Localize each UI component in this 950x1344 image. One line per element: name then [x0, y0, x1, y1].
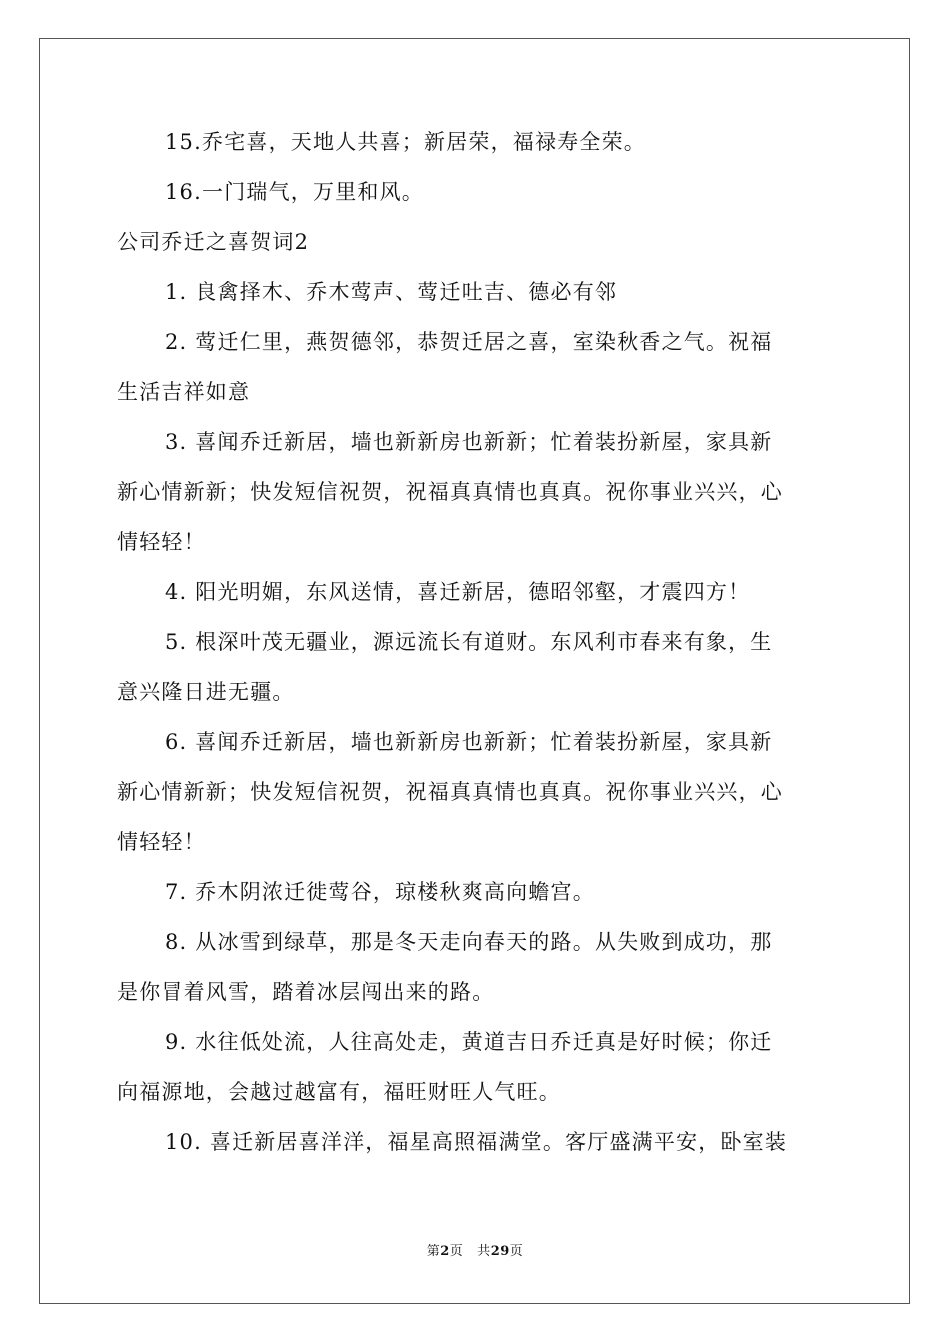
text-line: 2. 莺迁仁里，燕贺德邻，恭贺迁居之喜，室染秋香之气。祝福: [165, 330, 773, 354]
text-line: 生活吉祥如意: [117, 380, 251, 404]
section-heading: 公司乔迁之喜贺词2: [117, 230, 310, 254]
text-line: 15.乔宅喜，天地人共喜；新居荣，福禄寿全荣。: [165, 130, 646, 154]
text-line: 16.一门瑞气，万里和风。: [165, 180, 424, 204]
text-line: 6. 喜闻乔迁新居，墙也新新房也新新；忙着装扮新屋，家具新: [165, 730, 773, 754]
page-number: 2: [440, 1244, 450, 1259]
page-prefix: 第: [426, 1244, 441, 1259]
page-footer: [0, 1243, 950, 1261]
text-line: 向福源地，会越过越富有，福旺财旺人气旺。: [117, 1080, 561, 1104]
text-line: 10. 喜迁新居喜洋洋，福星高照福满堂。客厅盛满平安，卧室装: [165, 1130, 788, 1154]
text-line: 9. 水往低处流，人往高处走，黄道吉日乔迁真是好时候；你迁: [165, 1030, 773, 1054]
text-line: 3. 喜闻乔迁新居，墙也新新房也新新；忙着装扮新屋，家具新: [165, 430, 773, 454]
total-suffix: 页: [509, 1244, 524, 1259]
total-pages: 29: [490, 1244, 510, 1259]
total-prefix: 共: [477, 1244, 491, 1259]
text-line: 意兴隆日进无疆。: [117, 680, 295, 704]
text-line: 1. 良禽择木、乔木莺声、莺迁吐吉、德必有邻: [165, 280, 618, 304]
text-line: 是你冒着风雪，踏着冰层闯出来的路。: [117, 980, 495, 1004]
text-line: 情轻轻！: [117, 530, 206, 554]
text-line: 4. 阳光明媚，东风送情，喜迁新居，德昭邻壑，才震四方！: [165, 580, 751, 604]
page-suffix: 页: [449, 1244, 464, 1259]
text-line: 情轻轻！: [117, 830, 206, 854]
text-line: 8. 从冰雪到绿草，那是冬天走向春天的路。从失败到成功，那: [165, 930, 773, 954]
text-line: 新心情新新；快发短信祝贺，祝福真真情也真真。祝你事业兴兴，心: [117, 780, 783, 804]
text-line: 新心情新新；快发短信祝贺，祝福真真情也真真。祝你事业兴兴，心: [117, 480, 783, 504]
text-line: 7. 乔木阴浓迁徙莺谷，琼楼秋爽高向蟾宫。: [165, 880, 595, 904]
text-line: 5. 根深叶茂无疆业，源远流长有道财。东风利市春来有象，生: [165, 630, 773, 654]
